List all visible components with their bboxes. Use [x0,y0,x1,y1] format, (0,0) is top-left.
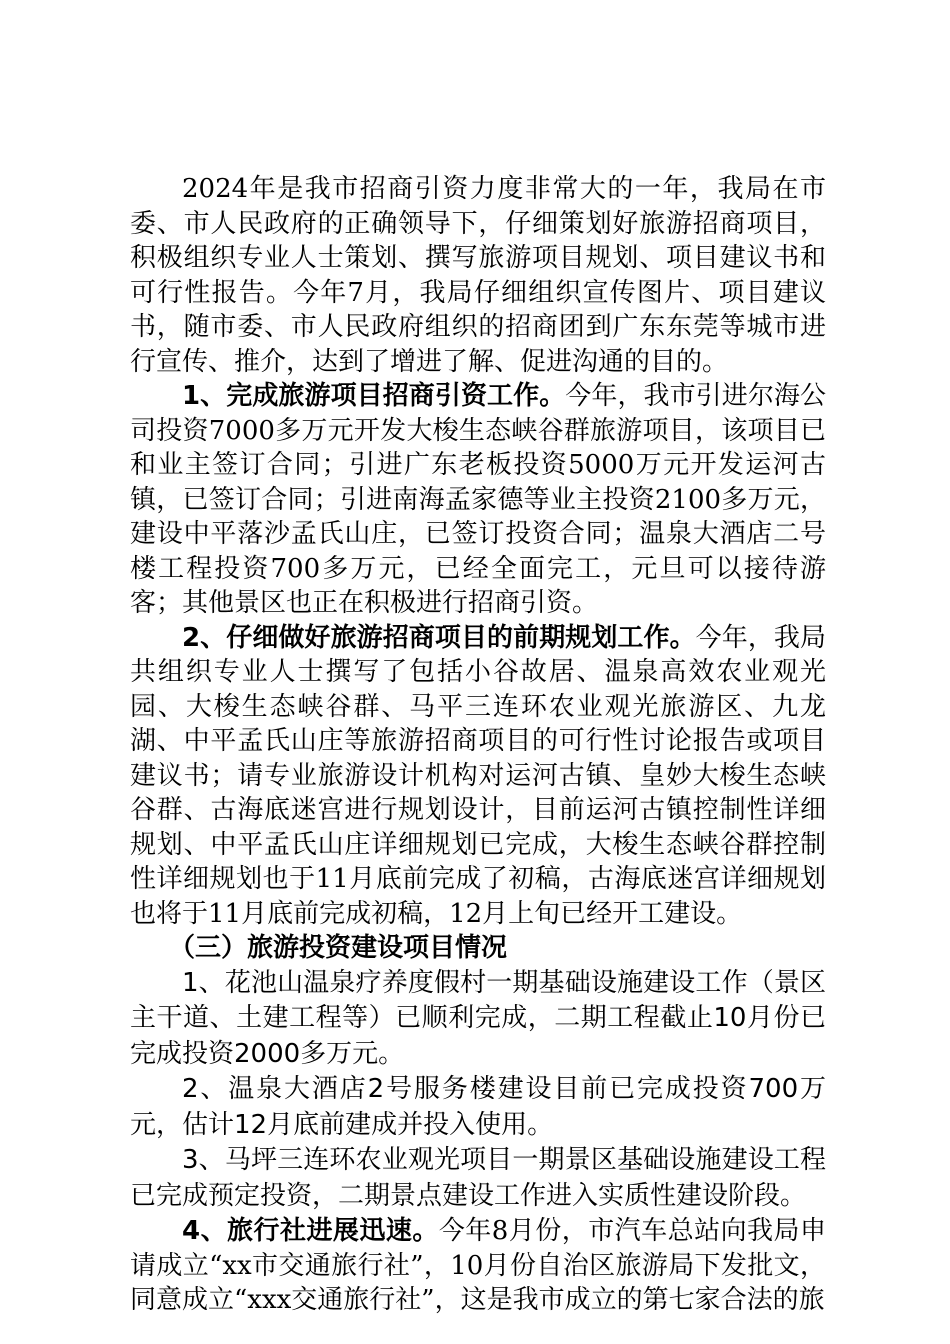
project1-paragraph: 1、花池山温泉疗养度假村一期基础设施建设工作（景区主干道、土建工程等）已顺利完成，二期工程截止10月份已完成投资2000多万元。 [130,967,826,1069]
item2-paragraph [130,621,826,932]
project2-paragraph: 2、温泉大酒店2号服务楼建设目前已完成投资700万元，估计12月底前建成并投入使用。 [130,1074,826,1140]
item4-paragraph [130,1214,826,1318]
item1-body: 今年，我市引进尔海公司投资7000多万元开发大梭生态峡谷群旅游项目，该项目已和业主签订合同；引进广东老板投资5000万元开发运河古镇，已签订合同；引进南海孟家德等业主投资2100多万元，建设中平落沙孟氏山庄，已签订投资合同；温泉大酒店二号楼工程投资700多万元，已经全面完工，元旦可以接待游客；其他景区也正在积极进行招商引资。 [130,381,826,618]
section3-heading: （三）旅游投资建设项目情况 [169,933,508,963]
document-page [130,172,826,1318]
project3-paragraph: 3、马坪三连环农业观光项目一期景区基础设施建设工程已完成预定投资，二期景点建设工作进入实质性建设阶段。 [130,1145,826,1211]
item2-body: 今年，我局共组织专业人士撰写了包括小谷故居、温泉高效农业观光园、大梭生态峡谷群、马平三连环农业观光旅游区、九龙湖、中平孟氏山庄等旅游招商项目的可行性讨论报告或项目建议书；请专业旅游设计机构对运河古镇、皇妙大梭生态峡谷群、古海底迷宫进行规划设计，目前运河古镇控制性详细规划、中平孟氏山庄详细规划已完成，大梭生态峡谷群控制性详细规划也于11月底前完成了初稿，古海底迷宫详细规划也将于11月底前完成初稿，12月上旬已经开工建设。 [130,622,826,929]
item4-title: 4、旅行社进展迅速。 [182,1216,439,1246]
intro-paragraph: 2024年是我市招商引资力度非常大的一年，我局在市委、市人民政府的正确领导下，仔细策划好旅游招商项目，积极组织专业人士策划、撰写旅游项目规划、项目建议书和可行性报告。今年7月，我局仔细组织宣传图片、项目建议书，随市委、市人民政府组织的招商团到广东东莞等城市进行宣传、推介，达到了增进了解、促进沟通的目的。 [130,174,826,377]
item1-title: 1、完成旅游项目招商引资工作。 [182,381,566,411]
item4-body: 今年8月份，市汽车总站向我局申请成立“xx市交通旅行社”，10月份自治区旅游局下发批文，同意成立“xxx交通旅行社”，这是我市成立的第七家合法的旅 [130,1216,826,1315]
item2-title: 2、仔细做好旅游招商项目的前期规划工作。 [182,622,696,653]
item1-paragraph [130,379,826,621]
